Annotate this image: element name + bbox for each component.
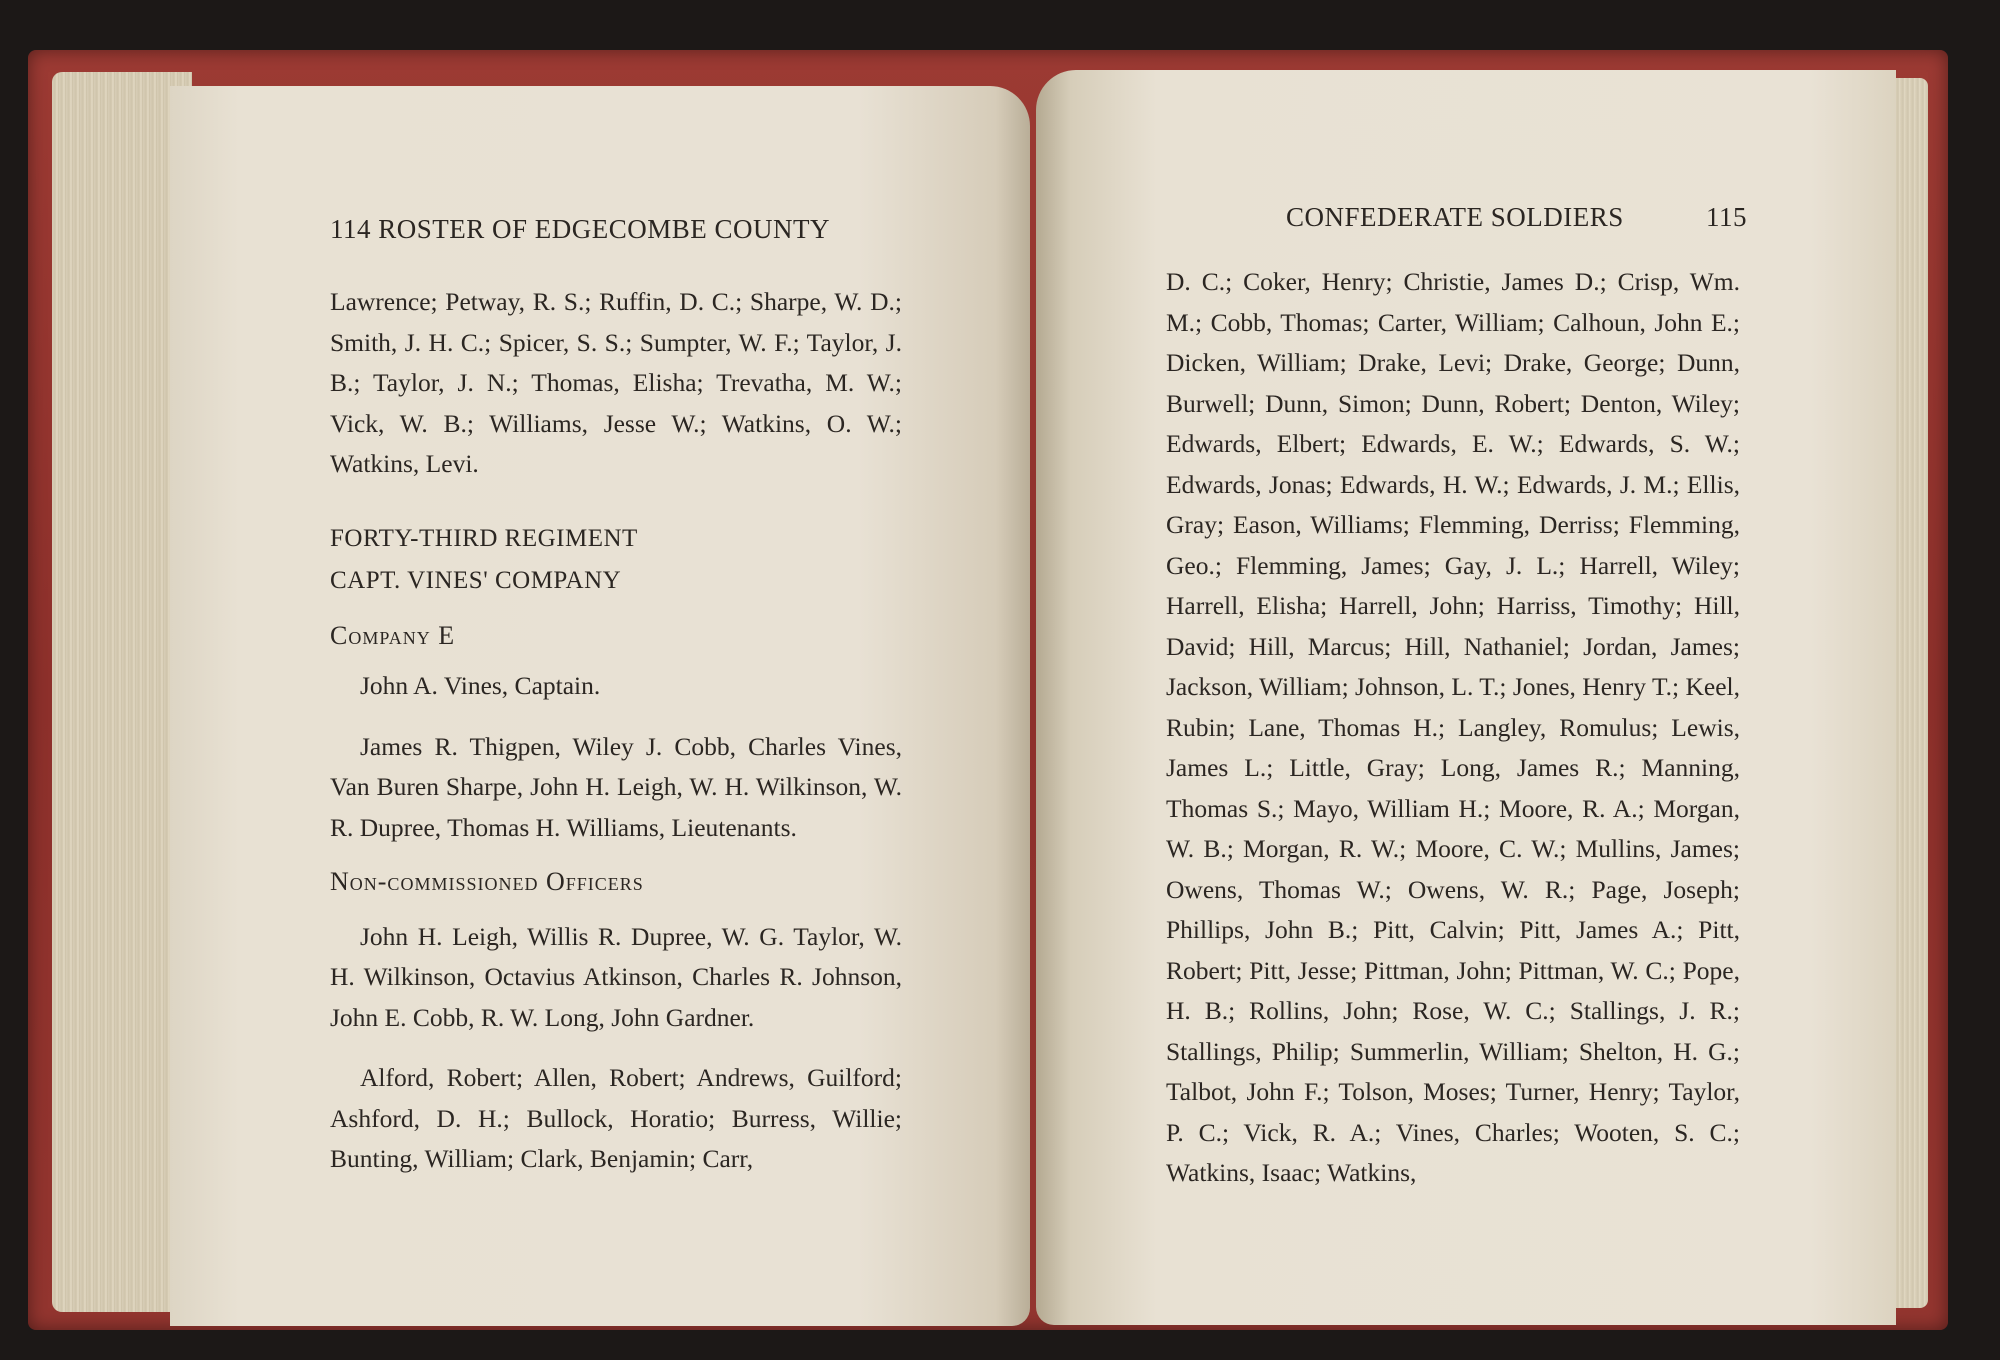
company-letter-heading: Company E [330, 620, 456, 650]
regiment-heading: FORTY-THIRD REGIMENT [330, 524, 638, 552]
company-heading: CAPT. VINES' COMPANY [330, 567, 622, 594]
privates-continued-paragraph: D. C.; Coker, Henry; Christie, James D.; Crisp, Wm. M.; Cobb, Thomas; Carter, William; Calhoun, John E.; Dicken, William; Drake, Levi; Drake, George; Dunn, Burwell; Dunn, Simon; Dunn, Robert; Denton, Wiley; Edwards, Elbert; Edwards, E. W.; Edwards, S. W.; Edwards, Jonas; Edwards, H. W.; Edwards, J. M.; Ellis, Gray; Eason, Williams; Flemming, Derriss; Flemming, Geo.; Flemming, James; Gay, J. L.; Harrell, Wiley; Harrell, Elisha; Harrell, John; Harriss, Timothy; Hill, David; Hill, Marcus; Hill, Nathaniel; Jordan, James; Jackson, William; Johnson, L. T.; Jones, Henry T.; Keel, Rubin; Lane, Thomas H.; Langley, Romulus; Lewis, James L.; Little, Gray; Long, James R.; Manning, Thomas S.; Mayo, William H.; Moore, R. A.; Morgan, W. B.; Morgan, R. W.; Moore, C. W.; Mullins, James; Owens, Thomas W.; Owens, W. R.; Page, Joseph; Phillips, John B.; Pitt, Calvin; Pitt, James A.; Pitt, Robert; Pitt, Jesse; Pittman, John; Pittman, W. C.; Pope, H. B.; Rollins, John; Rose, W. C.; Stallings, J. R.; Stallings, Philip; Summerlin, William; Shelton, H. G.; Talbot, John F.; Tolson, Moses; Turner, Henry; Taylor, P. C.; Vick, R. A.; Vines, Charles; Wooten, S. C.; Watkins, Isaac; Watkins, [1166, 267, 1740, 1187]
nco-heading: Non-commissioned Officers [330, 867, 644, 896]
privates-paragraph: Alford, Robert; Allen, Robert; Andrews, Guilford; Ashford, D. H.; Bullock, Horatio; Burress, Willie; Bunting, William; Clark, Benjamin; Carr, [330, 1063, 902, 1173]
running-head-right [1286, 202, 1747, 233]
page-number: 115 [1706, 202, 1747, 232]
running-head-left: 114 ROSTER OF EDGECOMBE COUNTY [330, 214, 831, 244]
right-page-body [1166, 262, 1740, 1194]
nco-paragraph: John H. Leigh, Willis R. Dupree, W. G. Taylor, W. H. Wilkinson, Octavius Atkinson, Charles R. Johnson, John E. Cobb, R. W. Long, John Gardner. [330, 921, 902, 1032]
continuation-paragraph: Lawrence; Petway, R. S.; Ruffin, D. C.; Sharpe, W. D.; Smith, J. H. C.; Spicer, S. S.; Sumpter, W. F.; Taylor, J. B.; Taylor, J. N.; Thomas, Elisha; Trevatha, M. W.; Vick, W. B.; Williams, Jesse W.; Watkins, O. W.; Watkins, Levi. [330, 287, 902, 478]
left-page [170, 86, 1030, 1326]
right-page [1036, 70, 1896, 1325]
left-page-body [330, 282, 902, 1180]
running-head-title: CONFEDERATE SOLDIERS [1286, 202, 1624, 232]
lieutenants-paragraph: James R. Thigpen, Wiley J. Cobb, Charles Vines, Van Buren Sharpe, John H. Leigh, W. H. Wilkinson, W. R. Dupree, Thomas H. Williams, Lieutenants. [330, 731, 902, 842]
captain-paragraph: John A. Vines, Captain. [360, 671, 601, 700]
